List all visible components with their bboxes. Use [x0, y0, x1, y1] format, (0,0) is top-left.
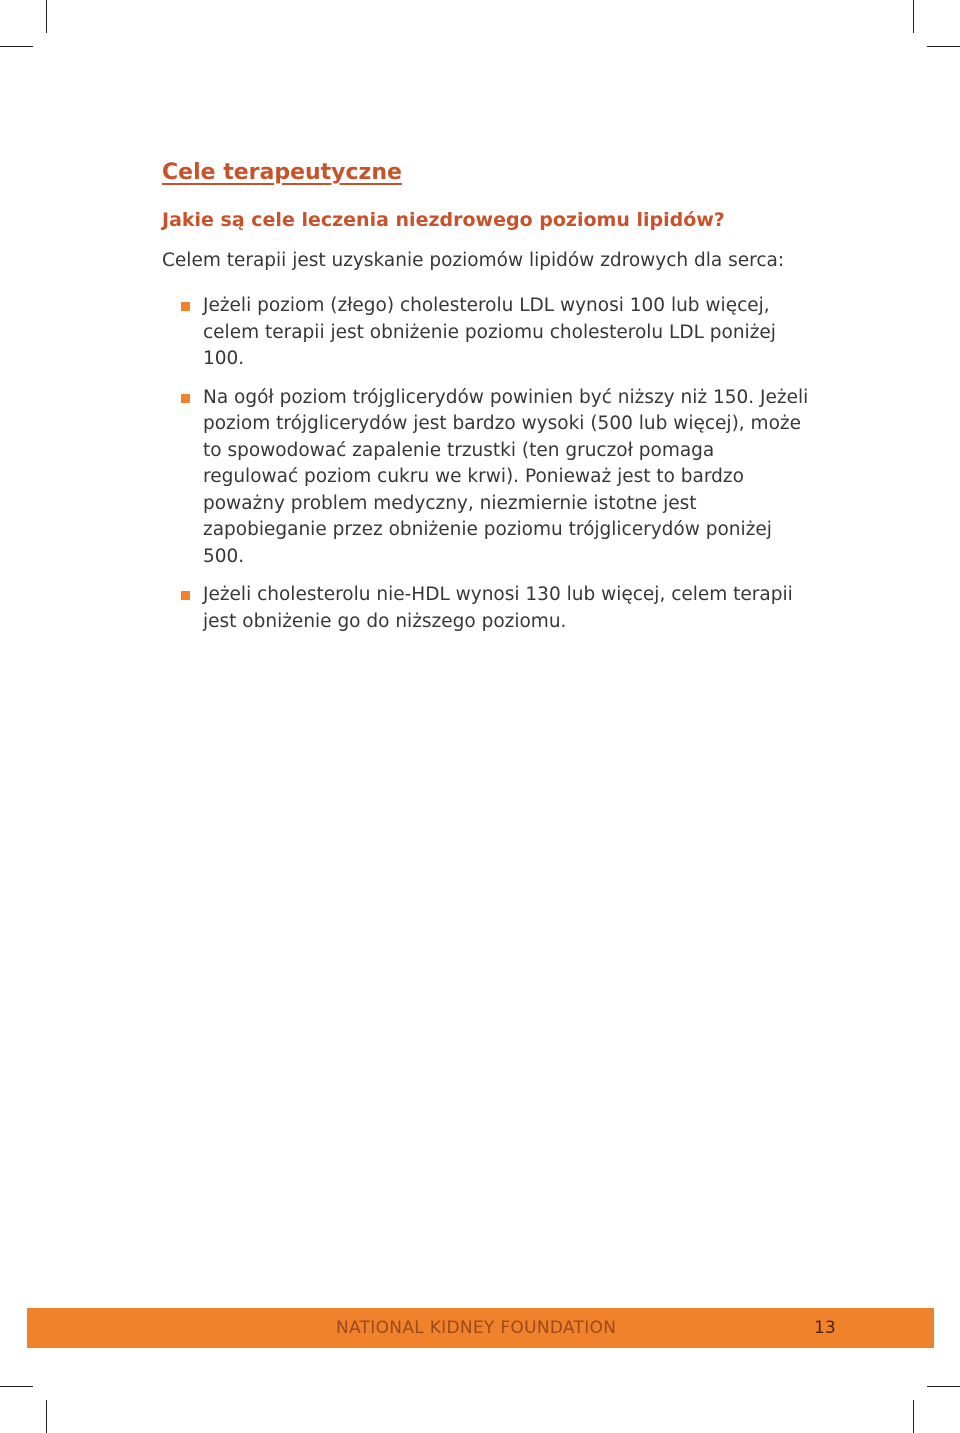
- crop-mark-bottom-right-horizontal: [927, 1386, 960, 1387]
- crop-mark-bottom-left-horizontal: [0, 1386, 33, 1387]
- question-heading: Jakie są cele leczenia niezdrowego poziomu lipidów?: [162, 209, 725, 231]
- footer-organization: NATIONAL KIDNEY FOUNDATION: [336, 1318, 617, 1338]
- square-bullet-icon: [181, 394, 190, 403]
- list-item-text: Jeżeli poziom (złego) cholesterolu LDL wynosi 100 lub więcej, celem terapii jest obniżenie poziomu cholesterolu LDL poniżej 100.: [203, 295, 776, 369]
- crop-mark-bottom-right-vertical: [913, 1400, 914, 1433]
- crop-mark-top-left-horizontal: [0, 46, 33, 47]
- list-item-text: Na ogół poziom trójglicerydów powinien być niższy niż 150. Jeżeli poziom trójglicerydów jest bardzo wysoki (500 lub więcej), może to spowodować zapalenie trzustki (ten gruczoł pomaga regulować poziom cukru we krwi). Ponieważ jest to bardzo poważny problem medyczny, niezmiernie istotne jest zapobieganie przez obniżenie poziomu trójglicerydów poniżej 500.: [203, 386, 809, 567]
- intro-paragraph: Celem terapii jest uzyskanie poziomów lipidów zdrowych dla serca:: [162, 250, 785, 271]
- crop-mark-top-right-vertical: [913, 0, 914, 33]
- list-item: [162, 385, 812, 571]
- page-content: [162, 158, 812, 647]
- bullet-list: [162, 293, 812, 635]
- section-title: Cele terapeutyczne: [162, 160, 402, 185]
- list-item: [162, 293, 812, 373]
- footer-bar: [27, 1308, 934, 1348]
- crop-mark-top-left-vertical: [46, 0, 47, 33]
- page-number: 13: [814, 1318, 836, 1338]
- crop-mark-bottom-left-vertical: [46, 1400, 47, 1433]
- list-item-text: Jeżeli cholesterolu nie-HDL wynosi 130 lub więcej, celem terapii jest obniżenie go do niższego poziomu.: [203, 584, 793, 632]
- square-bullet-icon: [181, 591, 190, 600]
- square-bullet-icon: [181, 302, 190, 311]
- list-item: [162, 582, 812, 635]
- crop-mark-top-right-horizontal: [927, 46, 960, 47]
